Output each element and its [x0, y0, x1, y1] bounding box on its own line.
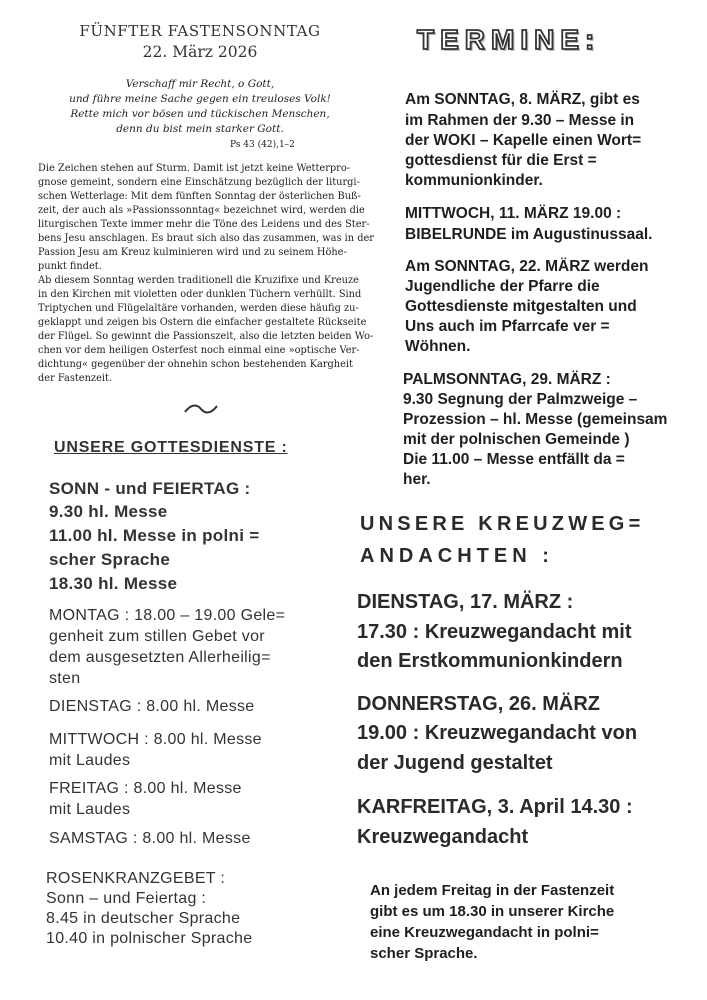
sonntag-line: scher Sprache — [49, 550, 171, 569]
termine-line: Wöhnen. — [405, 338, 471, 355]
freitag-line: mit Laudes — [49, 801, 131, 818]
montag-line: genheit zum stillen Gebet vor — [49, 628, 265, 645]
termine-line: MITTWOCH, 11. MÄRZ 19.00 : — [405, 205, 622, 222]
intro-line: schen Wetterlage: Mit dem fünften Sonntag der österlichen Buß- — [38, 191, 361, 202]
note-line: An jedem Freitag in der Fastenzeit — [370, 882, 615, 899]
intro-line: liturgischen Texte immer mehr die Töne des Leidens und des Ster- — [38, 219, 370, 230]
rosenkranz-line: Sonn – und Feiertag : — [46, 890, 207, 907]
freitag-line: FREITAG : 8.00 hl. Messe — [49, 780, 242, 797]
intro-line: gnose gemeint, sondern eine Einschätzung bezüglich der liturgi- — [38, 177, 360, 188]
termine-line: Die 11.00 – Messe entfällt da = — [403, 451, 625, 468]
psalm-line: denn du bist mein starker Gott. — [116, 123, 284, 135]
termine-line: Am SONNTAG, 22. MÄRZ werden — [405, 258, 649, 275]
termine-line: Am SONNTAG, 8. MÄRZ, gibt es — [405, 91, 640, 108]
montag-line: dem ausgesetzten Allerheilig= — [49, 649, 271, 666]
sonntag-line: 18.30 hl. Messe — [49, 574, 178, 593]
termine-line: gottesdienst für die Erst = — [405, 152, 597, 169]
termine-line: mit der polnischen Gemeinde ) — [403, 431, 630, 448]
intro-line: geklappt und zeigen bis Ostern die einfacher gestaltete Rückseite — [38, 317, 367, 328]
termine-line: Jugendliche der Pfarre die — [405, 278, 600, 295]
psalm-line: Rette mich vor bösen und tückischen Menschen, — [70, 108, 330, 120]
termine-line: her. — [403, 471, 431, 488]
kreuzweg-entry-line: 17.30 : Kreuzwegandacht mit — [357, 621, 632, 643]
intro-line: zeit, der auch als »Passionssonntag« bezeichnet wird, werden die — [38, 205, 365, 216]
termine-line: der WOKI – Kapelle einen Wort= — [405, 132, 642, 149]
rosenkranz-line: 8.45 in deutscher Sprache — [46, 910, 241, 927]
intro-line: Triptychen und Flügelaltäre vorhanden, werden diese häufig zu- — [38, 303, 359, 314]
montag-line: sten — [49, 670, 81, 687]
intro-line: Passion Jesu am Kreuz kulminieren wird und zu seinem Höhe- — [38, 247, 347, 258]
samstag-line: SAMSTAG : 8.00 hl. Messe — [49, 830, 251, 847]
sonntag-line: 9.30 hl. Messe — [49, 502, 168, 521]
kreuzweg-entry-line: 19.00 : Kreuzwegandacht von — [357, 722, 638, 744]
kreuzweg-entry-line: den Erstkommunionkindern — [357, 650, 623, 672]
intro-line: Die Zeichen stehen auf Sturm. Damit ist jetzt keine Wetterpro- — [38, 163, 351, 174]
psalm-line: Verschaff mir Recht, o Gott, — [125, 78, 275, 90]
kreuzweg-entry-line: DIENSTAG, 17. MÄRZ : — [357, 591, 574, 613]
intro-line: bens Jesu anschlagen. Es braut sich also das zusammen, was in der — [38, 233, 374, 244]
termine-line: PALMSONNTAG, 29. MÄRZ : — [403, 371, 611, 388]
mittwoch-line: MITTWOCH : 8.00 hl. Messe — [49, 731, 262, 748]
sonntag-title: SONN - und FEIERTAG : — [49, 479, 251, 498]
termine-line: Prozession – hl. Messe (gemeinsam — [403, 411, 668, 428]
intro-line: punkt findet. — [38, 261, 102, 272]
gottesdienste-heading: UNSERE GOTTESDIENSTE : — [54, 439, 288, 456]
termine-line: Uns auch im Pfarrcafe ver = — [405, 318, 610, 335]
kreuzweg-heading: UNSERE KREUZWEG= — [360, 513, 645, 535]
intro-line: in den Kirchen mit violetten oder dunklen Tüchern verhüllt. Sind — [38, 289, 362, 300]
intro-line: Ab diesem Sonntag werden traditionell die Kruzifixe und Kreuze — [38, 275, 359, 286]
montag-line: MONTAG : 18.00 – 19.00 Gele= — [49, 607, 286, 624]
termine-line: kommunionkinder. — [405, 172, 543, 189]
intro-line: chen vor dem heiligen Osterfest noch einmal eine »optische Ver- — [38, 345, 360, 356]
tilde-divider — [183, 402, 219, 416]
termine-line: Gottesdienste mitgestalten und — [405, 298, 637, 315]
termine-line: 9.30 Segnung der Palmzweige – — [403, 391, 638, 408]
intro-line: dichtung« gegenüber der ohnehin schon bestehenden Kargheit — [38, 359, 353, 370]
termine-line: im Rahmen der 9.30 – Messe in — [405, 112, 635, 129]
mittwoch-line: mit Laudes — [49, 752, 131, 769]
termine-heading: TERMINE: — [417, 24, 601, 55]
intro-line: der Flügel. So gewinnt die Passionszeit, also die letzten beiden Wo- — [38, 331, 374, 342]
kreuzweg-entry-line: der Jugend gestaltet — [357, 752, 553, 774]
note-line: gibt es um 18.30 in unserer Kirche — [370, 903, 615, 920]
kreuzweg-entry-line: DONNERSTAG, 26. MÄRZ — [357, 693, 600, 715]
page-title: FÜNFTER FASTENSONNTAG — [79, 22, 321, 40]
kreuzweg-heading: ANDACHTEN : — [360, 545, 554, 567]
kreuzweg-entry-line: KARFREITAG, 3. April 14.30 : — [357, 796, 633, 818]
rosenkranz-line: ROSENKRANZGEBET : — [46, 870, 226, 887]
psalm-reference: Ps 43 (42),1–2 — [230, 140, 295, 150]
note-line: scher Sprache. — [370, 945, 478, 962]
note-line: eine Kreuzwegandacht in polni= — [370, 924, 599, 941]
page-date: 22. März 2026 — [142, 43, 258, 61]
dienstag-line: DIENSTAG : 8.00 hl. Messe — [49, 698, 255, 715]
termine-line: BIBELRUNDE im Augustinussaal. — [405, 226, 653, 243]
kreuzweg-entry-line: Kreuzwegandacht — [357, 826, 529, 848]
intro-line: der Fastenzeit. — [38, 373, 113, 384]
sonntag-line: 11.00 hl. Messe in polni = — [49, 526, 260, 545]
psalm-line: und führe meine Sache gegen ein treuloses Volk! — [69, 93, 331, 105]
rosenkranz-line: 10.40 in polnischer Sprache — [46, 930, 253, 947]
